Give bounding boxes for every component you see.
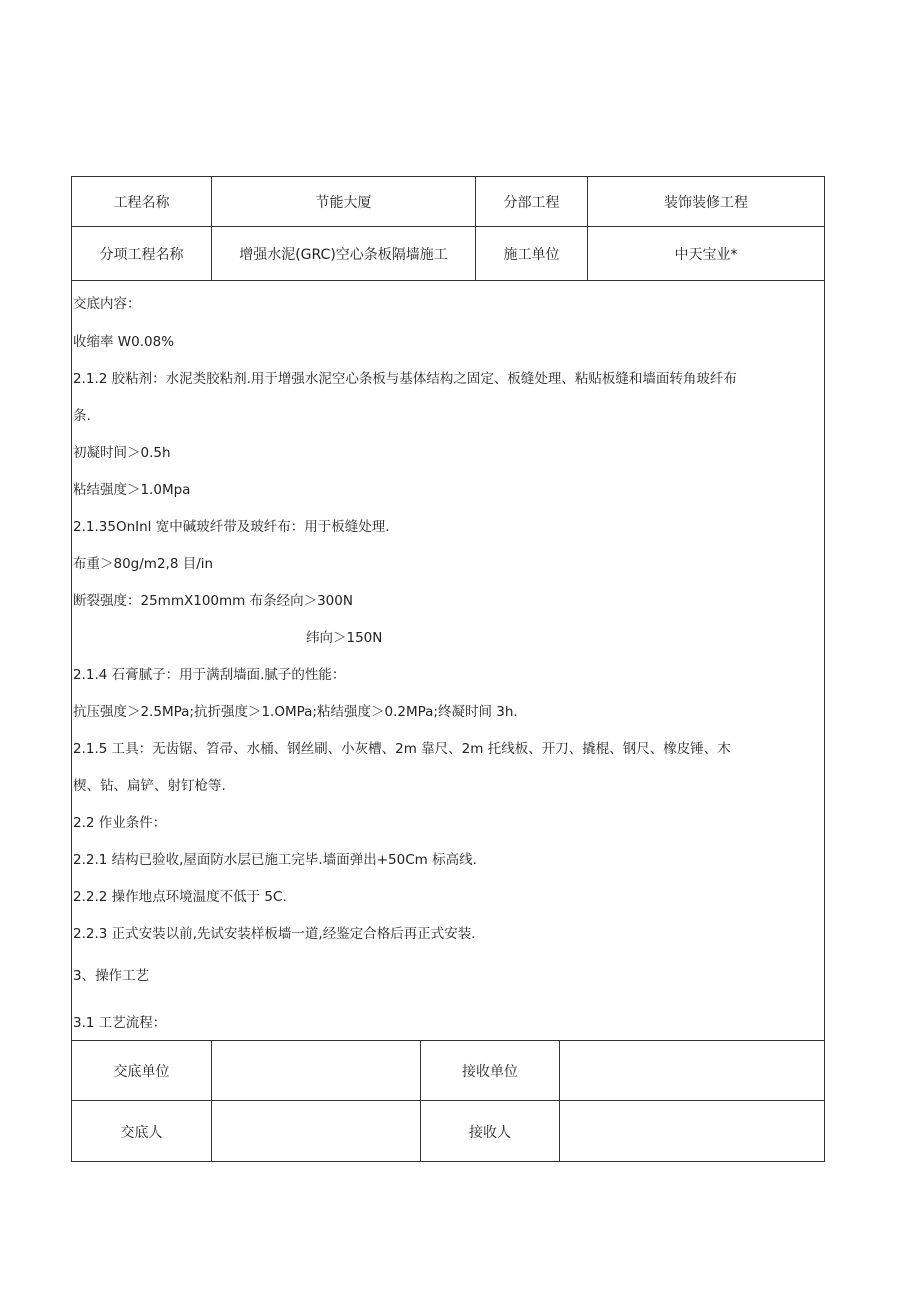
subitem-name-value: 增强水泥(GRC)空心条板隔墙施工 (239, 246, 448, 263)
content-line: 初凝时间＞0.5h (73, 445, 171, 461)
content-line: 条. (73, 408, 91, 424)
content-heading: 交底内容： (73, 296, 141, 312)
disclosing-unit-field[interactable] (212, 1041, 420, 1100)
content-line: 2.2.1 结构已验收,屋面防水层已施工完毕.墙面弹出+50Cm 标高线. (73, 852, 477, 868)
receiving-unit-field[interactable] (560, 1041, 824, 1100)
division-label: 分部工程 (503, 194, 560, 211)
content-line: 2.1.4 石膏腻子：用于满刮墙面.腻子的性能： (73, 667, 346, 683)
receiving-unit-label: 接收单位 (462, 1063, 518, 1080)
content-line: 2.1.5 工具：无齿锯、笤帚、水桶、钢丝刷、小灰槽、2m 靠尺、2m 托线板、开刀、撬棍、钢尺、橡皮锤、木 (73, 741, 731, 757)
content-line: 布重＞80g∕m2,8 目/in (73, 556, 214, 572)
content-line: 2.1.35OnInl 宽中碱玻纤带及玻纤布：用于板缝处理. (73, 519, 390, 535)
content-line: 断裂强度：25mmX100mm 布条经向＞300N (73, 593, 353, 609)
content-line: 纬向＞150N (306, 630, 383, 646)
content-line: 3.1 工艺流程： (73, 1015, 167, 1031)
division-value: 装饰装修工程 (664, 194, 748, 211)
content-line: 2.2 作业条件： (73, 815, 167, 831)
content-line: 抗压强度＞2.5MPa;抗折强度＞1.OMPa;粘结强度＞0.2MPa;终凝时间 3h. (73, 704, 518, 720)
receiver-label: 接收人 (469, 1124, 511, 1141)
contractor-label: 施工单位 (503, 246, 560, 263)
content-line: 2.2.3 正式安装以前,先试安装样板墙一道,经鉴定合格后再正式安装. (73, 926, 476, 942)
subitem-name-label: 分项工程名称 (99, 246, 184, 263)
receiver-field[interactable] (560, 1101, 824, 1162)
content-line: 2.1.2 胶粘剂：水泥类胶粘剂.用于增强水泥空心条板与基体结构之固定、板缝处理、粘贴板缝和墙面转角玻纤布 (73, 371, 737, 387)
contractor-value: 中天宝业* (674, 246, 738, 263)
discloser-label: 交底人 (120, 1124, 163, 1141)
header-bottom-divider (71, 280, 825, 281)
content-line: 收缩率 W0.08% (73, 334, 175, 350)
content-line: 粘结强度＞1.0Mpa (73, 482, 191, 498)
discloser-field[interactable] (212, 1101, 420, 1162)
section-heading: 3、操作工艺 (73, 968, 150, 984)
content-line: 2.2.2 操作地点环境温度不低于 5C. (73, 889, 287, 905)
content-line: 楔、钻、扁铲、射钉枪等. (73, 778, 226, 794)
project-name-value: 节能大厦 (315, 194, 372, 211)
project-name-label: 工程名称 (113, 194, 170, 211)
disclosing-unit-label: 交底单位 (113, 1063, 170, 1080)
